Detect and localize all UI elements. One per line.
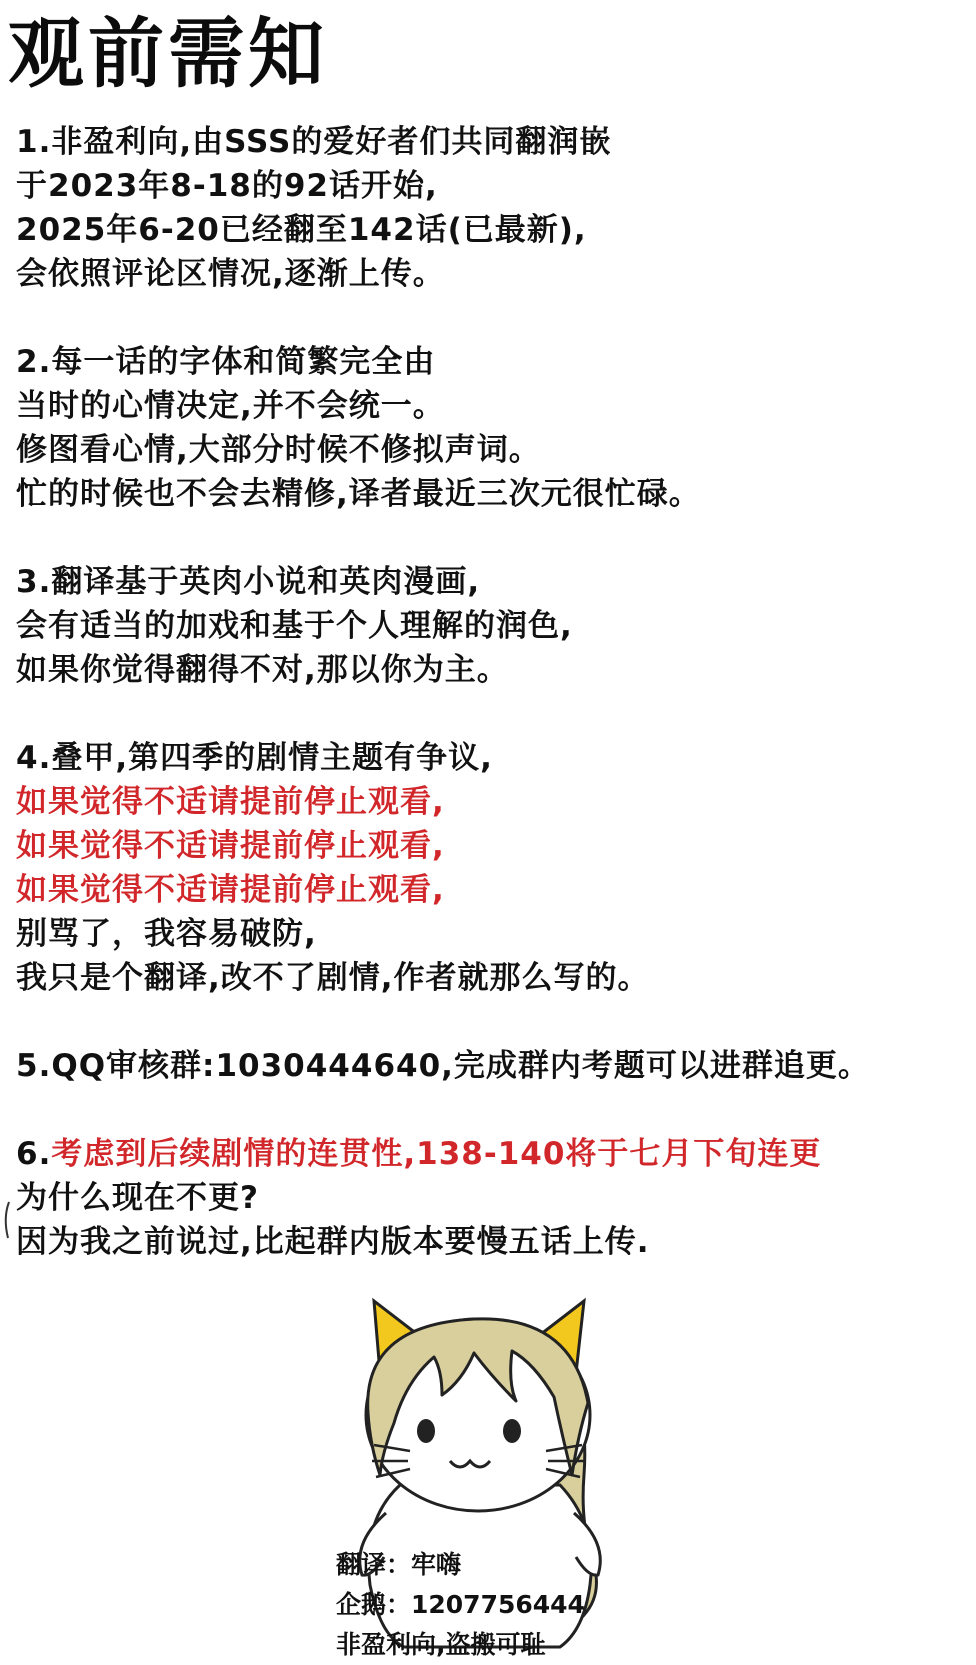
note-section-4 xyxy=(16,736,966,1000)
update-schedule-text: 考虑到后续剧情的连贯性,138-140将于七月下旬连更 xyxy=(51,1136,822,1172)
section-gap xyxy=(16,692,966,736)
note-line: 2.每一话的字体和简繁完全由 xyxy=(16,344,436,380)
note-section-6 xyxy=(16,1132,966,1264)
note-section-1 xyxy=(16,120,966,296)
note-line: 我只是个翻译,改不了剧情,作者就那么写的。 xyxy=(16,960,650,996)
credits-block xyxy=(336,1545,585,1665)
edge-mark xyxy=(0,1200,14,1240)
section-number: 6. xyxy=(16,1136,52,1172)
note-line: 会有适当的加戏和基于个人理解的润色, xyxy=(16,608,573,644)
note-line: 1.非盈利向,由SSS的爱好者们共同翻润嵌 xyxy=(16,124,612,160)
qq-contact: 企鹅：1207756444 xyxy=(336,1590,585,1619)
note-line: 别骂了，我容易破防, xyxy=(16,916,317,952)
note-line: 会依照评论区情况,逐渐上传。 xyxy=(16,256,445,292)
section-gap xyxy=(16,1088,966,1132)
notes-list xyxy=(16,120,966,1264)
non-profit-notice: 非盈利向,盗搬可耻 xyxy=(336,1630,546,1659)
warning-line: 如果觉得不适请提前停止观看, xyxy=(16,784,445,820)
note-line: 如果你觉得翻得不对,那以你为主。 xyxy=(16,652,509,688)
qq-group-line: 5.QQ审核群:1030444640,完成群内考题可以进群追更。 xyxy=(16,1048,870,1084)
note-line: 当时的心情决定,并不会统一。 xyxy=(16,388,445,424)
note-line xyxy=(16,1132,966,1176)
page-title: 观前需知 xyxy=(8,9,328,98)
note-line: 忙的时候也不会去精修,译者最近三次元很忙碌。 xyxy=(16,476,701,512)
note-line: 2025年6-20已经翻至142话(已最新), xyxy=(16,212,587,248)
section-gap xyxy=(16,296,966,340)
section-gap xyxy=(16,516,966,560)
note-line: 为什么现在不更? xyxy=(16,1180,259,1216)
note-line: 因为我之前说过,比起群内版本要慢五话上传. xyxy=(16,1224,650,1260)
note-section-5 xyxy=(16,1044,966,1088)
warning-line: 如果觉得不适请提前停止观看, xyxy=(16,872,445,908)
translator-credit: 翻译：牢嗨 xyxy=(336,1550,462,1579)
note-line: 4.叠甲,第四季的剧情主题有争议, xyxy=(16,740,493,776)
note-section-2 xyxy=(16,340,966,516)
note-section-3 xyxy=(16,560,966,692)
warning-line: 如果觉得不适请提前停止观看, xyxy=(16,828,445,864)
note-line: 修图看心情,大部分时候不修拟声词。 xyxy=(16,432,541,468)
note-line: 于2023年8-18的92话开始, xyxy=(16,168,438,204)
note-line: 3.翻译基于英肉小说和英肉漫画, xyxy=(16,564,481,600)
section-gap xyxy=(16,1000,966,1044)
